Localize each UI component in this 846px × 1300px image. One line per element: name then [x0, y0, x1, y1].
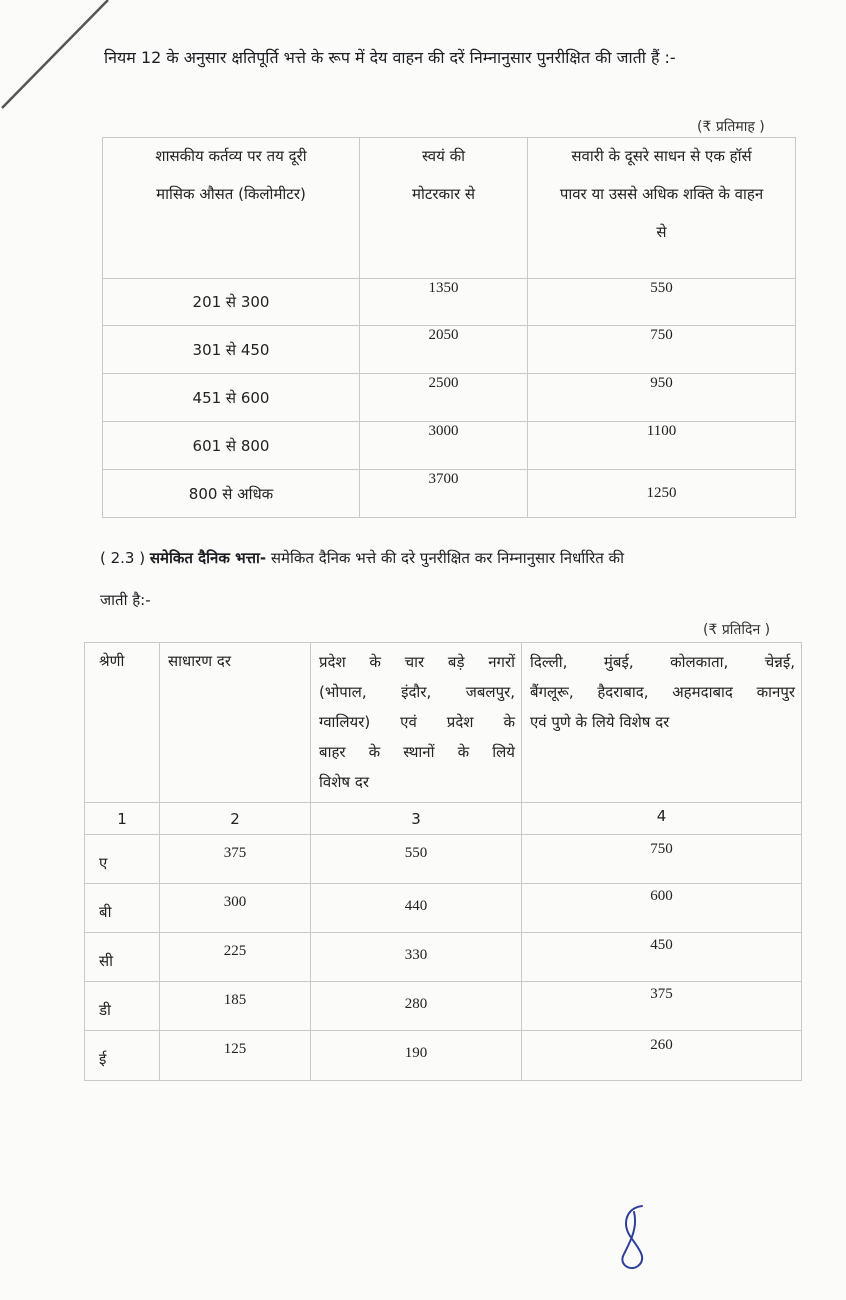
col-number: 3: [311, 803, 522, 835]
normal-rate-cell: 225: [160, 933, 311, 982]
col-number: 1: [85, 803, 160, 835]
signature-initial: [612, 1202, 652, 1272]
header-distance-line1: शासकीय कर्तव्य पर तय दूरी: [155, 147, 307, 165]
header-distance: [103, 138, 360, 279]
table2-header-row: [85, 643, 802, 803]
header-own-car-line1: स्वयं की: [421, 147, 466, 165]
header-state-line4: बाहर के स्थानों के लिये: [319, 743, 515, 761]
table2-column-number-row: [85, 803, 802, 835]
section-title: समेकित दैनिक भत्ता-: [149, 549, 267, 567]
other-vehicle-cell: 750: [528, 326, 796, 374]
metro-rate-cell: 600: [522, 884, 802, 933]
category-cell: बी: [85, 884, 160, 933]
header-normal-rate: साधारण दर: [160, 643, 311, 803]
header-state-line3: ग्वालियर) एवं प्रदेश के: [319, 713, 515, 731]
section-number: ( 2.3 ): [100, 549, 146, 567]
section-text-line1: समेकित दैनिक भत्ते की दरे पुनरीक्षित कर निम्नानुसार निर्धारित की: [270, 549, 624, 567]
metro-rate-cell: 450: [522, 933, 802, 982]
header-state-line5: विशेष दर: [319, 773, 369, 791]
state-rate-cell: 440: [311, 884, 522, 933]
other-vehicle-cell: 1250: [528, 470, 796, 518]
normal-rate-cell: 125: [160, 1031, 311, 1081]
table1-row: [103, 374, 796, 422]
table1-row: [103, 470, 796, 518]
vehicle-rate-table: [102, 137, 796, 518]
category-cell: डी: [85, 982, 160, 1031]
corner-pen-mark: [0, 0, 110, 110]
table2-unit: (₹ प्रतिदिन ): [703, 622, 771, 638]
table2-row: [85, 835, 802, 884]
col-number: 2: [160, 803, 311, 835]
header-metro-rate: [522, 643, 802, 803]
state-rate-cell: 280: [311, 982, 522, 1031]
category-cell: ई: [85, 1031, 160, 1081]
header-own-car-line2: मोटरकार से: [412, 185, 475, 203]
header-state-line1: प्रदेश के चार बड़े नगरों: [319, 653, 515, 671]
metro-rate-cell: 260: [522, 1031, 802, 1081]
state-rate-cell: 190: [311, 1031, 522, 1081]
header-category: श्रेणी: [85, 643, 160, 803]
table1-row: [103, 422, 796, 470]
distance-cell: 301 से 450: [103, 326, 360, 374]
table2-row: [85, 1031, 802, 1081]
section-text-line2: जाती है:-: [100, 591, 151, 609]
table1-row: [103, 279, 796, 326]
header-metro-line2: बैंगलूरू, हैदराबाद, अहमदाबाद कानपुर: [530, 683, 795, 701]
header-other-line3: से: [656, 223, 667, 241]
own-car-cell: 3000: [360, 422, 528, 470]
state-rate-cell: 550: [311, 835, 522, 884]
header-distance-line2: मासिक औसत (किलोमीटर): [156, 185, 306, 203]
header-metro-line3: एवं पुणे के लिये विशेष दर: [530, 713, 670, 731]
metro-rate-cell: 750: [522, 835, 802, 884]
distance-cell: 601 से 800: [103, 422, 360, 470]
distance-cell: 201 से 300: [103, 279, 360, 326]
table1-header-row: [103, 138, 796, 279]
table1-row: [103, 326, 796, 374]
metro-rate-cell: 375: [522, 982, 802, 1031]
category-cell: सी: [85, 933, 160, 982]
state-rate-cell: 330: [311, 933, 522, 982]
header-other-line1: सवारी के दूसरे साधन से एक हॉर्स: [571, 147, 752, 165]
table1-unit: (₹ प्रतिमाह ): [697, 119, 765, 135]
intro-text: नियम 12 के अनुसार क्षतिपूर्ति भत्ते के रूप में देय वाहन की दरें निम्नानुसार पुनरीक्षित की जाती हैं :-: [104, 48, 676, 67]
normal-rate-cell: 375: [160, 835, 311, 884]
header-state-rate: [311, 643, 522, 803]
header-state-line2: (भोपाल, इंदौर, जबलपुर,: [319, 683, 515, 701]
header-other-line2: पावर या उससे अधिक शक्ति के वाहन: [559, 185, 764, 203]
own-car-cell: 2500: [360, 374, 528, 422]
table2-row: [85, 982, 802, 1031]
col-number: 4: [522, 803, 802, 835]
distance-cell: 800 से अधिक: [103, 470, 360, 518]
category-cell: ए: [85, 835, 160, 884]
header-own-car: [360, 138, 528, 279]
header-other-vehicle: [528, 138, 796, 279]
own-car-cell: 1350: [360, 279, 528, 326]
table2-row: [85, 933, 802, 982]
normal-rate-cell: 300: [160, 884, 311, 933]
section-heading: [100, 548, 624, 568]
normal-rate-cell: 185: [160, 982, 311, 1031]
own-car-cell: 3700: [360, 470, 528, 518]
daily-allowance-table: [84, 642, 802, 1081]
other-vehicle-cell: 1100: [528, 422, 796, 470]
other-vehicle-cell: 950: [528, 374, 796, 422]
own-car-cell: 2050: [360, 326, 528, 374]
other-vehicle-cell: 550: [528, 279, 796, 326]
header-metro-line1: दिल्ली, मुंबई, कोलकाता, चेन्नई,: [530, 653, 795, 671]
distance-cell: 451 से 600: [103, 374, 360, 422]
table2-row: [85, 884, 802, 933]
